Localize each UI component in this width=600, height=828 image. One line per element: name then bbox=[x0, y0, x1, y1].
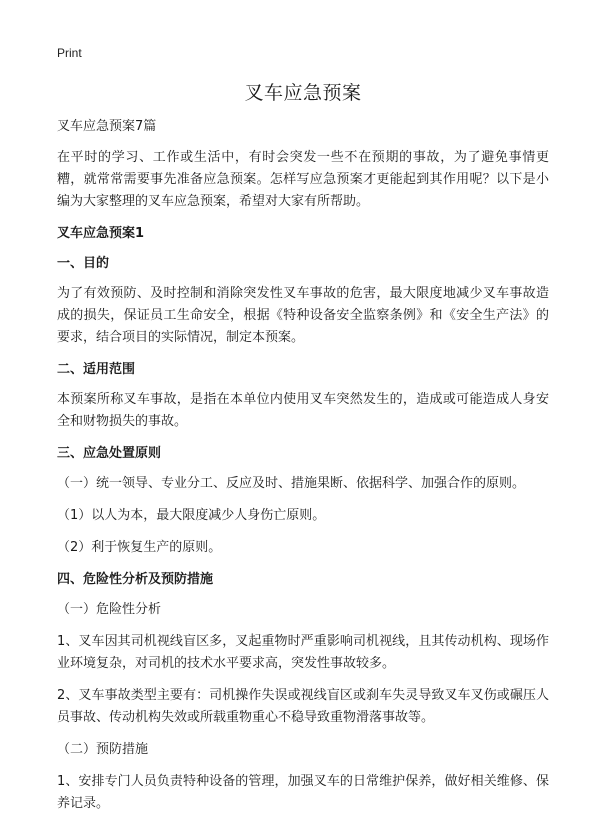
section-heading: 一、目的 bbox=[57, 256, 110, 271]
section-paragraph: 2、叉车事故类型主要有：司机操作失误或视线盲区或刹车失灵导致叉车叉伤或碾压人员事故、传动机构失效或所载重物重心不稳导致重物滑落事故等。 bbox=[57, 688, 549, 725]
section-paragraph: 为了有效预防、及时控制和消除突发性叉车事故的危害，最大限度地减少叉车事故造成的损失，保证员工生命安全，根据《特种设备安全监察条例》和《安全生产法》的要求，结合项目的实际情况，制定本预案。 bbox=[57, 286, 549, 345]
section-paragraph: 1、安排专门人员负责特种设备的管理，加强叉车的日常维护保养，做好相关维修、保养记录。 bbox=[57, 774, 549, 811]
document-content bbox=[57, 78, 549, 825]
section-heading: 四、危险性分析及预防措施 bbox=[57, 572, 214, 587]
section-risk-analysis bbox=[57, 569, 549, 815]
section-paragraph: 本预案所称叉车事故，是指在本单位内使用叉车突然发生的，造成或可能造成人身安全和财物损失的事故。 bbox=[57, 392, 549, 429]
section-heading: 三、应急处置原则 bbox=[57, 446, 162, 461]
section-paragraph: （2）利于恢复生产的原则。 bbox=[57, 540, 222, 555]
document-subtitle: 叉车应急预案7篇 bbox=[57, 119, 157, 134]
part-heading: 叉车应急预案1 bbox=[57, 226, 145, 241]
print-link[interactable]: Print bbox=[57, 46, 82, 60]
section-paragraph: 1、叉车因其司机视线盲区多，叉起重物时严重影响司机视线，且其传动机构、现场作业环境复杂，对司机的技术水平要求高，突发性事故较多。 bbox=[57, 634, 549, 671]
section-paragraph: （一）危险性分析 bbox=[57, 602, 162, 617]
section-paragraph: （一）统一领导、专业分工、反应及时、措施果断、依据科学、加强合作的原则。 bbox=[57, 476, 526, 491]
section-paragraph: （1）以人为本，最大限度减少人身伤亡原则。 bbox=[57, 508, 326, 523]
page-title: 叉车应急预案 bbox=[244, 82, 362, 104]
section-heading: 二、适用范围 bbox=[57, 362, 136, 377]
section-principles bbox=[57, 443, 549, 559]
section-scope bbox=[57, 359, 549, 433]
section-purpose bbox=[57, 253, 549, 349]
section-paragraph: （二）预防措施 bbox=[57, 742, 149, 757]
intro-paragraph: 在平时的学习、工作或生活中，有时会突发一些不在预期的事故，为了避免事情更糟，就常常需要事先准备应急预案。怎样写应急预案才更能起到其作用呢？以下是小编为大家整理的叉车应急预案，希望对大家有所帮助。 bbox=[57, 150, 549, 209]
